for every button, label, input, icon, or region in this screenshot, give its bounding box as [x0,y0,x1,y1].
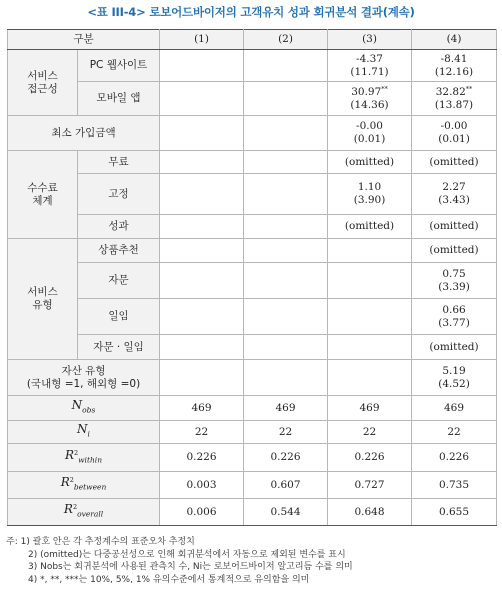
value-cell: 0.226 [244,444,328,472]
note-line: 2) (omitted)는 다중공선성으로 인해 회귀분석에서 자동으로 제외된 변수를 표시 [28,549,346,560]
value-cell [328,360,412,396]
header-label: 구분 [8,30,160,50]
value-cell: 0.607 [244,472,328,499]
value-cell: 0.226 [160,444,244,472]
value-cell [244,239,328,263]
value-cell [160,50,244,82]
min-amount-label: 최소 가입금액 [8,116,160,151]
header-col: (1) [160,30,244,50]
value-cell: 0.226 [328,444,412,472]
stat-label: $R^2_{overall}$ [8,499,160,526]
header-col: (2) [244,30,328,50]
service-row-label: 자문 · 일임 [78,335,160,360]
value-cell [244,50,328,82]
value-cell [244,335,328,360]
value-cell [244,299,328,335]
service-row-label: 일임 [78,299,160,335]
value-cell [244,151,328,174]
value-cell: 469 [244,396,328,421]
value-cell [160,82,244,116]
value-cell [160,263,244,299]
fee-row-label: 무료 [78,151,160,174]
note-line: 4) *, **, ***는 10%, 5%, 1% 유의수준에서 통계적으로 유의함을 의미 [28,574,310,585]
header-col: (3) [328,30,412,50]
stat-label: $R^2_{between}$ [8,472,160,499]
stat-label: $N_{obs}$ [8,396,160,421]
value-cell: 0.727 [328,472,412,499]
value-cell: 0.648 [328,499,412,526]
value-cell: (omitted) [412,151,497,174]
value-cell: 0.006 [160,499,244,526]
value-cell [160,174,244,215]
access-row-label: 모바일 앱 [78,82,160,116]
stat-label: $R^2_{within}$ [8,444,160,472]
value-cell [244,116,328,151]
value-cell: 2.27 (3.43) [412,174,497,215]
value-cell [244,174,328,215]
note-line: 3) Nobs는 회귀분석에 사용된 관측치 수, Ni는 로보어드바이저 알고리듬 수를 의미 [28,562,353,572]
note-line: 주: 1) 괄호 안은 각 추정계수의 표준오차 추정치 [6,537,195,547]
value-cell: -4.37 (11.71) [328,50,412,82]
value-cell: -8.41 (12.16) [412,50,497,82]
value-cell: 0.66 (3.77) [412,299,497,335]
value-cell [160,299,244,335]
stat-label: $N_i$ [8,421,160,444]
value-cell [160,151,244,174]
value-cell: 5.19 (4.52) [412,360,497,396]
header-col: (4) [412,30,497,50]
value-cell [328,239,412,263]
value-cell [328,263,412,299]
value-cell: 0.735 [412,472,497,499]
asset-type-label: 자산 유형 (국내형 =1, 해외형 =0) [8,360,160,396]
service-row-label: 상품추천 [78,239,160,263]
access-group-label: 서비스 접근성 [8,50,78,116]
value-cell [160,335,244,360]
table-notes [6,536,498,586]
value-cell [244,263,328,299]
access-row-label: PC 웹사이트 [78,50,160,82]
value-cell: 22 [160,421,244,444]
value-cell: (omitted) [412,239,497,263]
value-cell [160,215,244,239]
value-cell: 22 [328,421,412,444]
value-cell [328,335,412,360]
value-cell [244,82,328,116]
service-row-label: 자문 [78,263,160,299]
value-cell: (omitted) [412,335,497,360]
fee-group-label: 수수료 체계 [8,151,78,239]
value-cell [160,116,244,151]
value-cell: 0.003 [160,472,244,499]
value-cell: 469 [412,396,497,421]
value-cell: 30.97** (14.36) [328,82,412,116]
value-cell: 0.655 [412,499,497,526]
value-cell: 469 [160,396,244,421]
value-cell: (omitted) [328,215,412,239]
value-cell: 32.82** (13.87) [412,82,497,116]
value-cell [160,360,244,396]
fee-row-label: 고정 [78,174,160,215]
value-cell: 22 [412,421,497,444]
value-cell [328,299,412,335]
service-group-label: 서비스 유형 [8,239,78,360]
value-cell: 0.226 [412,444,497,472]
value-cell: -0.00 (0.01) [328,116,412,151]
fee-row-label: 성과 [78,215,160,239]
value-cell [160,239,244,263]
value-cell: 1.10 (3.90) [328,174,412,215]
value-cell: 0.544 [244,499,328,526]
value-cell: 22 [244,421,328,444]
value-cell: 469 [328,396,412,421]
regression-table [7,29,497,526]
table-title: <표 III-4> 로보어드바이저의 고객유치 성과 회귀분석 결과(계속) [87,5,415,19]
value-cell: -0.00 (0.01) [412,116,497,151]
value-cell: 0.75 (3.39) [412,263,497,299]
value-cell [244,360,328,396]
value-cell: (omitted) [328,151,412,174]
value-cell: (omitted) [412,215,497,239]
value-cell [244,215,328,239]
